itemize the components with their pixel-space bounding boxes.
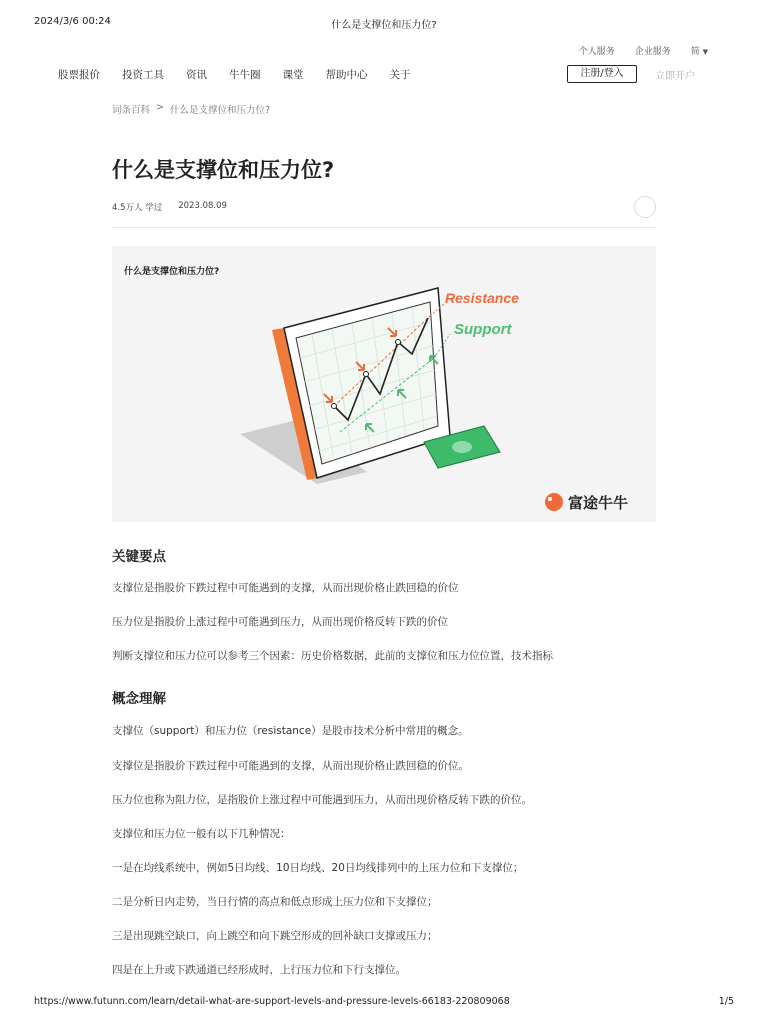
key-point-1: 支撑位是指股价下跌过程中可能遇到的支撑，从而出现价格止跌回稳的价位 — [112, 582, 459, 594]
footer-page-number: 1/5 — [718, 996, 734, 1007]
top-utility-bar — [579, 44, 708, 57]
nav-item-news[interactable]: 资讯 — [186, 69, 207, 81]
divider — [112, 227, 656, 228]
learner-count: 4.5万人 学过 — [112, 203, 163, 213]
print-doc-title: 什么是支撑位和压力位? — [331, 20, 437, 31]
money-icon — [452, 441, 472, 453]
price-point — [332, 404, 337, 409]
personal-service-link[interactable]: 个人服务 — [578, 47, 615, 57]
language-switch[interactable]: 简 ▼ — [690, 47, 708, 57]
enterprise-service-link[interactable]: 企业服务 — [634, 47, 671, 57]
concept-paragraph-5: 一是在均线系统中，例如5日均线、10日均线、20日均线排列中的上压力位和下支撑位； — [112, 862, 524, 874]
page-title: 什么是支撑位和压力位? — [112, 158, 335, 182]
concept-paragraph-4: 支撑位和压力位一般有以下几种情况： — [112, 828, 291, 840]
article-meta — [112, 201, 227, 213]
hero-illustration — [112, 246, 656, 522]
share-button[interactable] — [634, 196, 656, 218]
concept-paragraph-1: 支撑位（support）和压力位（resistance）是股市技术分析中常用的概念。 — [112, 725, 469, 737]
concept-paragraph-8: 四是在上升或下跌通道已经形成时，上行压力位和下行支撑位。 — [112, 964, 406, 976]
publish-date: 2023.08.09 — [178, 201, 227, 211]
print-datetime: 2024/3/6 00:24 — [34, 16, 111, 27]
breadcrumb-current: 什么是支撑位和压力位? — [169, 105, 271, 116]
key-point-2: 压力位是指股价上涨过程中可能遇到压力，从而出现价格反转下跌的价位 — [112, 616, 448, 628]
login-button[interactable]: 注册/登入 — [567, 65, 637, 83]
main-nav — [58, 67, 411, 82]
concept-paragraph-6: 二是分析日内走势，当日行情的高点和低点形成上压力位和下支撑位； — [112, 896, 438, 908]
support-resistance-illustration — [112, 246, 656, 522]
open-account-button[interactable]: 立即开户 — [655, 71, 695, 82]
concept-paragraph-7: 三是出现跳空缺口，向上跳空和向下跳空形成的回补缺口支撑或压力； — [112, 930, 438, 942]
concept-paragraph-2: 支撑位是指股价下跌过程中可能遇到的支撑，从而出现价格止跌回稳的价位。 — [112, 760, 469, 772]
nav-item-quotes[interactable]: 股票报价 — [58, 69, 100, 81]
hero-caption: 什么是支撑位和压力位? — [124, 267, 220, 277]
concept-paragraph-3: 压力位也称为阻力位，是指股价上涨过程中可能遇到压力，从而出现价格反转下跌的价位。 — [112, 794, 532, 806]
support-label: Support — [454, 321, 512, 338]
brand-name: 富途牛牛 — [568, 494, 629, 512]
nav-item-community[interactable]: 牛牛圈 — [229, 69, 261, 81]
nav-item-about[interactable]: 关于 — [389, 69, 411, 81]
nav-item-help[interactable]: 帮助中心 — [325, 69, 368, 81]
nav-item-tools[interactable]: 投资工具 — [122, 69, 164, 81]
concept-heading: 概念理解 — [112, 691, 166, 707]
key-point-3: 判断支撑位和压力位可以参考三个因素：历史价格数据，此前的支撑位和压力位位置，技术指标 — [112, 650, 553, 662]
key-points-heading: 关键要点 — [112, 549, 166, 565]
price-point — [364, 372, 369, 377]
breadcrumb-separator: > — [156, 102, 164, 113]
nav-item-classroom[interactable]: 课堂 — [282, 69, 304, 81]
breadcrumb — [112, 102, 270, 116]
price-point — [396, 340, 401, 345]
footer-url: https://www.futunn.com/learn/detail-what-are-support-levels-and-pressure-levels-66183-220809068 — [34, 996, 510, 1007]
breadcrumb-root[interactable]: 词条百科 — [112, 105, 151, 116]
resistance-label: Resistance — [445, 290, 519, 306]
chevron-down-icon: ▼ — [702, 48, 708, 56]
brand-logo-icon — [545, 493, 563, 511]
